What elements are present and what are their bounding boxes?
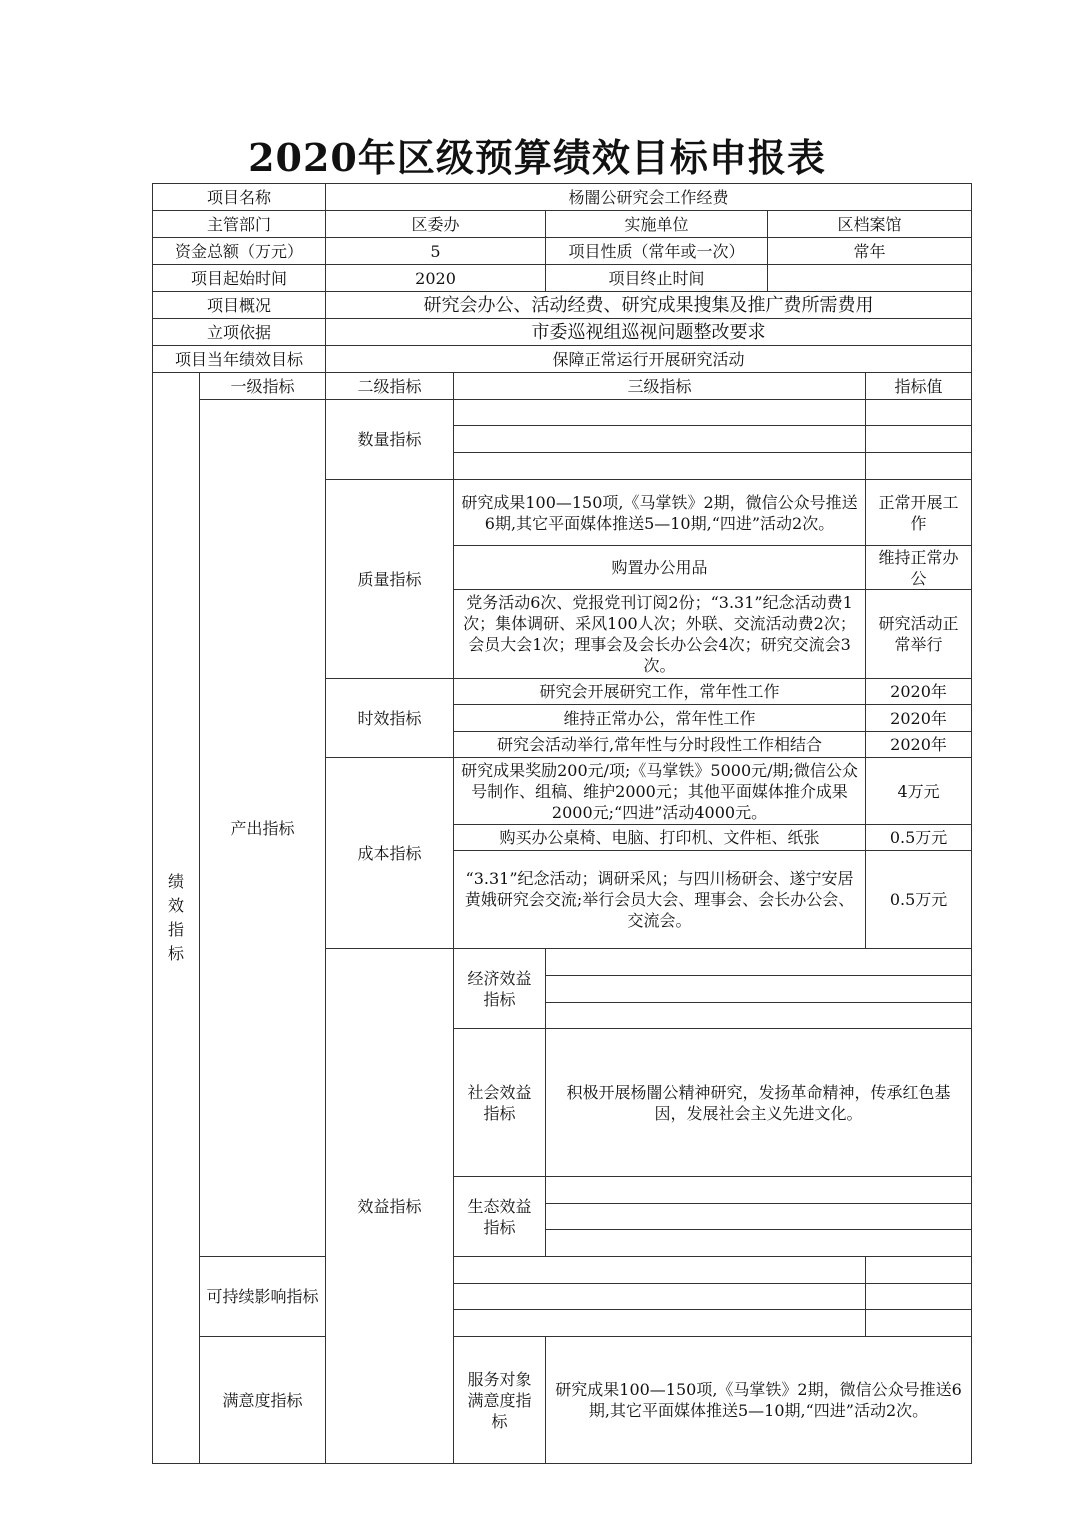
nature-label: 项目性质（常年或一次） bbox=[546, 238, 768, 265]
cost-text: “3.31”纪念活动；调研采风；与四川杨研会、遂宁安居黄娥研究会交流;举行会员大会、理事会、会长办公会、交流会。 bbox=[454, 851, 866, 949]
economic-text bbox=[546, 949, 972, 976]
cost-text: 购买办公桌椅、电脑、打印机、文件柜、纸张 bbox=[454, 825, 866, 851]
quantity-value bbox=[866, 426, 972, 453]
goal-value: 保障正常运行开展研究活动 bbox=[326, 346, 972, 373]
social-label: 社会效益指标 bbox=[454, 1029, 546, 1177]
sustain-text bbox=[454, 1284, 866, 1310]
project-name-label: 项目名称 bbox=[153, 184, 326, 211]
cost-value: 0.5万元 bbox=[866, 825, 972, 851]
service-text: 研究成果100—150项,《马掌铁》2期，微信公众号推送6期,其它平面媒体推送5—10期,“四进”活动2次。 bbox=[546, 1337, 972, 1464]
nature-value: 常年 bbox=[768, 238, 972, 265]
cost-value: 4万元 bbox=[866, 758, 972, 825]
header-value: 指标值 bbox=[866, 373, 972, 400]
economic-text bbox=[546, 976, 972, 1003]
eco-label: 生态效益指标 bbox=[454, 1177, 546, 1257]
economic-text bbox=[546, 1003, 972, 1029]
quantity-text bbox=[454, 400, 866, 426]
economic-label: 经济效益指标 bbox=[454, 949, 546, 1029]
sustain-value bbox=[866, 1284, 972, 1310]
overview-value: 研究会办公、活动经费、研究成果搜集及推广费所需费用 bbox=[326, 292, 972, 319]
header-level2: 二级指标 bbox=[326, 373, 454, 400]
impl-unit-label: 实施单位 bbox=[546, 211, 768, 238]
quality-label: 质量指标 bbox=[326, 480, 454, 679]
quality-value: 维持正常办公 bbox=[866, 546, 972, 590]
social-text: 积极开展杨闇公精神研究，发扬革命精神，传承红色基因，发展社会主义先进文化。 bbox=[546, 1029, 972, 1177]
quantity-value bbox=[866, 400, 972, 426]
basis-value: 市委巡视组巡视问题整改要求 bbox=[326, 319, 972, 346]
quantity-value bbox=[866, 453, 972, 480]
timeliness-value: 2020年 bbox=[866, 705, 972, 732]
impl-unit-value: 区档案馆 bbox=[768, 211, 972, 238]
eco-text bbox=[546, 1177, 972, 1204]
sustain-text bbox=[454, 1310, 866, 1337]
output-label: 产出指标 bbox=[200, 400, 326, 1257]
quality-text: 购置办公用品 bbox=[454, 546, 866, 590]
header-level1: 一级指标 bbox=[200, 373, 326, 400]
quantity-text bbox=[454, 426, 866, 453]
eco-text bbox=[546, 1230, 972, 1257]
quality-value: 研究活动正常举行 bbox=[866, 590, 972, 679]
quality-text: 党务活动6次、党报党刊订阅2份；“3.31”纪念活动费1次；集体调研、采风100人次；外联、交流活动费2次；会员大会1次；理事会及会长办公会4次；研究交流会3次。 bbox=[454, 590, 866, 679]
side-label-cell bbox=[153, 373, 200, 1464]
satisfaction-label: 满意度指标 bbox=[200, 1337, 326, 1464]
sustain-value bbox=[866, 1310, 972, 1337]
timeliness-label: 时效指标 bbox=[326, 679, 454, 758]
sustain-value bbox=[866, 1257, 972, 1284]
page-title: 2020年区级预算绩效目标申报表 bbox=[248, 135, 826, 180]
side-label: 绩效指标 bbox=[168, 872, 185, 963]
quality-text: 研究成果100—150项,《马掌铁》2期，微信公众号推送6期,其它平面媒体推送5—10期,“四进”活动2次。 bbox=[454, 480, 866, 546]
dept-value: 区委办 bbox=[326, 211, 546, 238]
budget-performance-table bbox=[152, 183, 972, 1464]
start-label: 项目起始时间 bbox=[153, 265, 326, 292]
timeliness-text: 维持正常办公，常年性工作 bbox=[454, 705, 866, 732]
start-value: 2020 bbox=[326, 265, 546, 292]
quantity-label: 数量指标 bbox=[326, 400, 454, 480]
timeliness-text: 研究会开展研究工作，常年性工作 bbox=[454, 679, 866, 705]
project-name-value: 杨闇公研究会工作经费 bbox=[326, 184, 972, 211]
timeliness-value: 2020年 bbox=[866, 679, 972, 705]
quantity-text bbox=[454, 453, 866, 480]
timeliness-value: 2020年 bbox=[866, 732, 972, 758]
eco-text bbox=[546, 1204, 972, 1230]
end-value bbox=[768, 265, 972, 292]
cost-value: 0.5万元 bbox=[866, 851, 972, 949]
basis-label: 立项依据 bbox=[153, 319, 326, 346]
quality-value: 正常开展工作 bbox=[866, 480, 972, 546]
service-label: 服务对象满意度指标 bbox=[454, 1337, 546, 1464]
end-label: 项目终止时间 bbox=[546, 265, 768, 292]
overview-label: 项目概况 bbox=[153, 292, 326, 319]
timeliness-text: 研究会活动举行,常年性与分时段性工作相结合 bbox=[454, 732, 866, 758]
header-level3: 三级指标 bbox=[454, 373, 866, 400]
funds-label: 资金总额（万元） bbox=[153, 238, 326, 265]
goal-label: 项目当年绩效目标 bbox=[153, 346, 326, 373]
funds-value: 5 bbox=[326, 238, 546, 265]
sustain-text bbox=[454, 1257, 866, 1284]
cost-text: 研究成果奖励200元/项;《马掌铁》5000元/期;微信公众号制作、组稿、维护2000元；其他平面媒体推介成果2000元;“四进”活动4000元。 bbox=[454, 758, 866, 825]
cost-label: 成本指标 bbox=[326, 758, 454, 949]
benefit-label: 效益指标 bbox=[326, 949, 454, 1464]
dept-label: 主管部门 bbox=[153, 211, 326, 238]
sustain-label: 可持续影响指标 bbox=[200, 1257, 326, 1337]
